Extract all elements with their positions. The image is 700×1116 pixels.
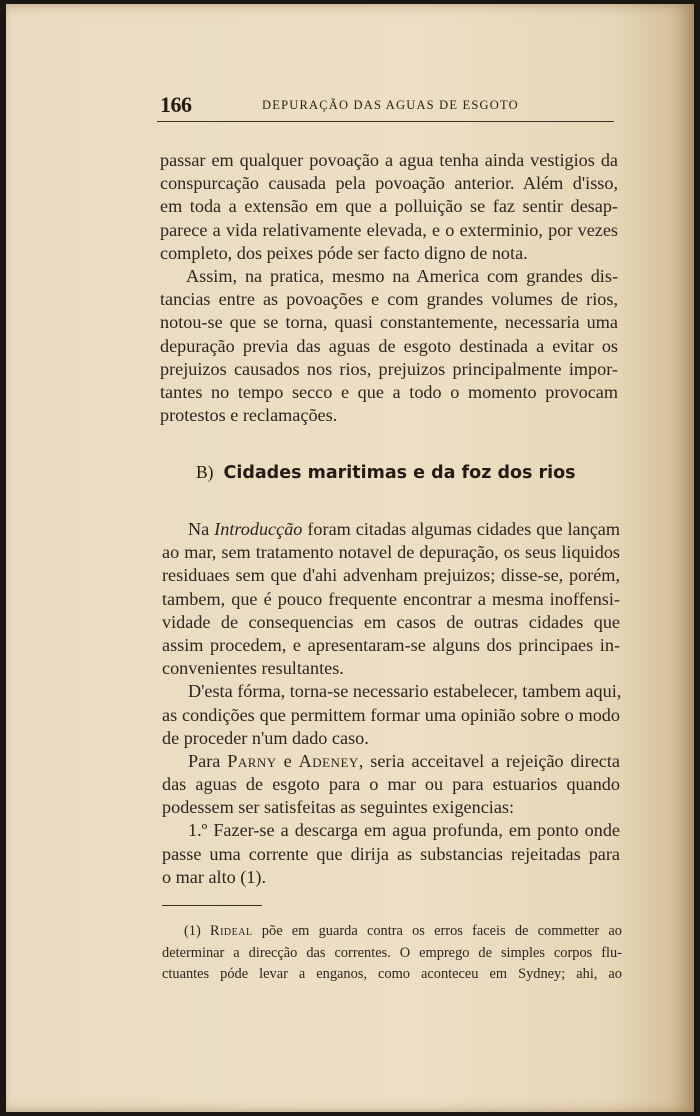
text-run: foram citadas algumas cidades que lançam: [302, 519, 620, 539]
text-run: põe em guarda contra os erros faceis de commetter ao: [252, 923, 622, 939]
paragraph: [160, 265, 618, 427]
text-line: passe uma corrente que dirija as substancias rejeitadas para: [162, 843, 620, 864]
text-line: o mar alto (1).: [162, 866, 267, 887]
text-line: parece a vida relativamente elevada, e o exterminio, por vezes: [160, 219, 618, 240]
section-heading: [196, 462, 576, 483]
text-line: notou-se que se torna, quasi constantemente, necessaria uma: [160, 312, 618, 333]
footnote-rule: [162, 905, 262, 906]
text-line: em toda a extensão em que a polluição se faz sentir desap-: [160, 196, 618, 217]
author-name: Rideal: [210, 923, 253, 939]
text-line: depuração previa das aguas de esgoto destinada a evitar os: [160, 335, 618, 356]
paragraph: [162, 518, 620, 680]
text-line: ctuantes póde levar a enganos, como aconteceu em Sydney; ahi, ao: [162, 966, 622, 982]
text-line: tancias entre as povoações e com grandes volumes de rios,: [160, 289, 618, 310]
section-title: Cidades maritimas e da foz dos rios: [223, 463, 576, 483]
paragraph: [162, 680, 620, 750]
header-rule: [157, 121, 614, 122]
text-line: das aguas de esgoto para o mar ou para estuarios quando: [162, 774, 620, 795]
section-letter: B): [196, 462, 214, 482]
paragraph: [162, 750, 620, 820]
text-line: 1.º Fazer-se a descarga em agua profunda, em ponto onde: [188, 820, 620, 841]
text-line: passar em qualquer povoação a agua tenha ainda vestigios da: [160, 150, 618, 170]
text-line: podessem ser satisfeitas as seguintes exigencias:: [162, 797, 515, 818]
text-line: vidade de consequencias em casos de outras cidades que: [162, 611, 620, 632]
text-line: determinar a direcção das correntes. O emprego de simples corpos flu-: [162, 944, 622, 961]
text-run: Na: [188, 519, 215, 539]
page-number: 166: [160, 92, 192, 117]
text-line: convenientes resultantes.: [162, 658, 344, 679]
text-line: tantes no tempo secco e que a todo o momento provocam: [160, 381, 618, 402]
text-line: prejuizos causados nos rios, prejuizos principalmente impor-: [160, 358, 618, 379]
text-line: ao mar, sem tratamento notavel de depuração, os seus liquidos: [162, 542, 620, 563]
footnote: [162, 921, 622, 986]
page-header: [160, 92, 618, 122]
body-text-top: [160, 149, 618, 427]
author-name: Parny: [227, 750, 277, 771]
text-line: protestos e reclamações.: [160, 405, 338, 426]
text-line: residuaes sem que d'ahi advenham prejuizos; disse-se, porém,: [162, 565, 620, 586]
text-line: [162, 750, 620, 773]
text-line: de proceder n'um dado caso.: [162, 727, 369, 748]
text-line: completo, dos peixes póde ser facto digno de nota.: [160, 242, 528, 263]
text-line: D'esta fórma, torna-se necessario estabelecer, tambem aqui,: [188, 681, 622, 702]
text-line: tambem, que é pouco frequente encontrar a mesma inoffensi-: [162, 588, 620, 609]
text-line: [162, 518, 620, 541]
text-run: , seria acceitavel a rejeição directa: [358, 750, 620, 771]
italic-title: Introducção: [214, 519, 303, 539]
text-line: assim procedem, e apresentaram-se alguns dos principaes in-: [162, 634, 620, 655]
text-line: Assim, na pratica, mesmo na America com grandes dis-: [186, 265, 618, 286]
author-name: Adeney: [298, 750, 359, 771]
running-title: DEPURAÇÃO DAS AGUAS DE ESGOTO: [262, 98, 519, 112]
text-line: as condições que permittem formar uma opinião sobre o modo: [162, 704, 620, 725]
text-run: Para: [188, 750, 228, 771]
body-text-section: [162, 518, 620, 889]
footnote-marker: (1): [184, 923, 210, 939]
text-run: e: [276, 750, 299, 771]
paragraph: [160, 149, 618, 265]
text-line: conspurcação causada pela povoação anterior. Além d'isso,: [160, 173, 618, 194]
text-line: [162, 921, 622, 943]
paragraph: [162, 819, 620, 889]
